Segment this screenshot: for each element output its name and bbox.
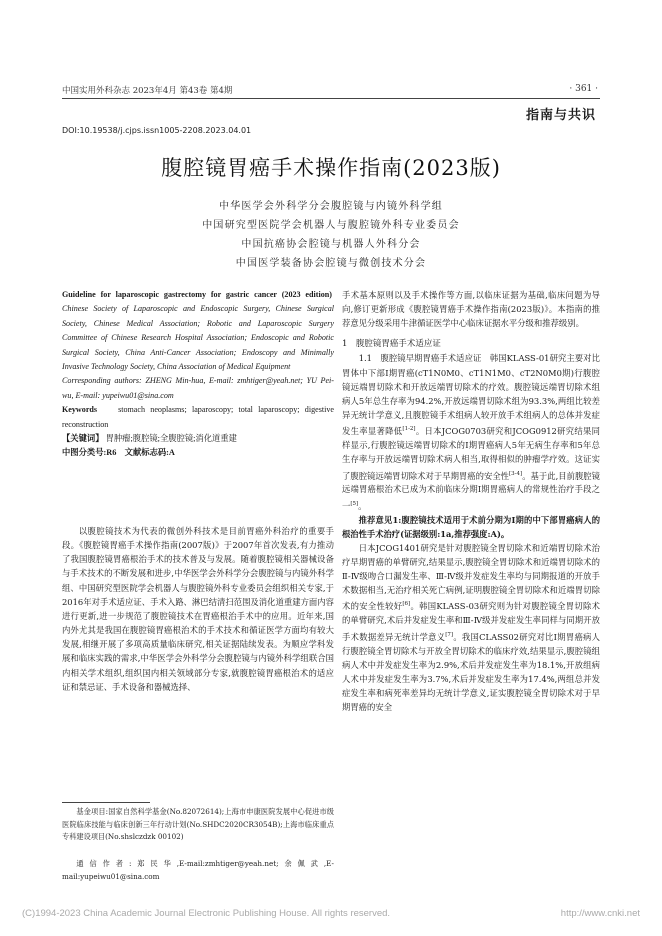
paragraph-1-1-text-d: 。 bbox=[358, 500, 367, 511]
recommendation-1: 推荐意见1:腹腔镜技术适用于术前分期为Ⅰ期的中下部胃癌病人的根治性手术治疗(证据级别:1a,推荐强度:A)。 bbox=[342, 514, 600, 539]
footnote-divider bbox=[62, 802, 150, 803]
journal-header: 中国实用外科杂志 2023年4月 第43卷 第4期 bbox=[62, 86, 233, 96]
paper-title: 腹腔镜胃癌手术操作指南(2023版) bbox=[161, 156, 501, 180]
paragraph-1-1-text-c: 。基于此,目前腹腔镜远端胃癌根治术已成为术前临床分期Ⅰ期胃癌病人的常规性治疗手段之一 bbox=[342, 470, 601, 511]
doi[interactable]: DOI:10.19538/j.cjps.issn1005-2208.2023.04.01 bbox=[62, 126, 252, 135]
english-abstract bbox=[62, 288, 334, 460]
paragraph-1-1 bbox=[342, 351, 600, 512]
column-tag: 指南与共识 bbox=[525, 108, 596, 123]
cnki-url[interactable]: http://www.cnki.net bbox=[560, 908, 640, 919]
organization: 中国医学装备协会腔镜与微创技术分会 bbox=[235, 258, 427, 269]
section-heading: 1 腹腔镜胃癌手术适应证 bbox=[342, 339, 441, 350]
classification-line: 中图分类号:R6 文献标志码:A bbox=[62, 448, 175, 458]
copyright-footer bbox=[22, 908, 640, 919]
header-divider bbox=[62, 98, 600, 99]
keywords-text: stomach neoplasms; laparoscopy; total laparoscopy; digestive reconstruction bbox=[62, 405, 334, 429]
citation[interactable]: [5] bbox=[350, 500, 359, 507]
citation[interactable]: [7] bbox=[445, 631, 454, 638]
page-number: · 361 · bbox=[569, 84, 598, 94]
keywords-cn-text: 胃肿瘤;腹腔镜;全腹腔镜;消化道重建 bbox=[105, 434, 237, 444]
paragraph-1-1-text-b: 。日本JCOG0703研究和JCOG0912研究结果同样显示,行腹腔镜远端胃切除术的Ⅰ期胃癌病人5年无病生存率和5年总生存率与开放远端胃切除术病人相当,取得相似的肿瘤学疗效。这证实了腹腔镜远端胃切除术对于早期胃癌的安全性 bbox=[342, 426, 601, 481]
english-authors: Chinese Society of Laparoscopic and Endoscopic Surgery, Chinese Surgical Society, Chinese Medical Association; Robotic and Laparoscopic Surgery Committee of Chinese Research Hospital Association; Endoscopic and Robotic Surgical Society, China Anti-Cancer Association; Endoscopy and Minimally Invasive Technology Society, China Association of Medical Equipment bbox=[62, 304, 334, 372]
intro-paragraph: 以腹腔镜技术为代表的微创外科技术是目前胃癌外科治疗的重要手段。《腹腔镜胃癌手术操作指南(2007版)》于2007年首次发表,有力推动了我国腹腔镜胃癌根治手术的技术普及与发展。随着腹腔镜相关器械设备与手术技术的不断发展和进步,中华医学会外科学分会腹腔镜与内镜外科学组、中国研究型医院学会机器人与腹腔镜外科专业委员会组织相关专家,于2016年对手术适应证、手术入路、淋巴结清扫范围及消化道重建方面内容进行更新,进一步规范了腹腔镜技术在胃癌根治手术中的应用。近年来,国内外尤其是我国在腹腔镜胃癌根治术的手术技术和循证医学方面均有较大发展,相继开展了多项高质量临床研究,相关证据陆续发表。为顺应学科发展和临床实践的需求,中华医学会外科学分会腹腔镜与内镜外科学组联合国内相关学术组织,组织国内相关领域部分专家,就腹腔镜胃癌根治术的适应证和禁忌证、手术设备和器械选择、 bbox=[62, 526, 334, 692]
paragraph-1-1-text-a: 1.1 腹腔镜早期胃癌手术适应证 韩国KLASS-01研究主要对比胃体中下部Ⅰ期胃癌(cT1N0M0、cT1N1M0、cT2N0M0期)行腹腔镜远端胃切除术和开放远端胃切除术的疗效。腹腔镜远端胃切除术组病人5年总生存率为94.2%,开放远端胃切除术组为93.3%,两组比较差异无统计学意义,且腹腔镜手术组病人较开放手术组病人的总体并发症发生率显著降低 bbox=[342, 353, 600, 437]
paragraph-2-text-a: 日本JCOG1401研究是针对腹腔镜全胃切除术和近端胃切除术治疗早期胃癌的单臂研究,结果显示,腹腔镜全胃切除术和近端胃切除术的Ⅱ-Ⅳ级吻合口漏发生率、Ⅲ-Ⅳ级并发症发生率均与同期报道的开放手术数据相当,无治疗相关死亡病例,证明腹腔镜全胃切除术和近端胃切除术的安全性较好 bbox=[342, 542, 600, 612]
keywords-cn-label: 【关键词】 bbox=[62, 434, 104, 444]
citation[interactable]: [6] bbox=[402, 601, 411, 608]
right-column bbox=[342, 288, 600, 714]
funding-footnote: 基金项目:国家自然科学基金(No.82072614);上海市申康医院发展中心促进市级医院临床技能与临床创新三年行动计划(No.SHDC2020CR3054B);上海市临床重点专科建设项目(No.shslczdzk 00102) bbox=[62, 807, 334, 842]
organization: 中国研究型医院学会机器人与腹腔镜外科专业委员会 bbox=[202, 220, 460, 231]
corresponding-authors: ZHENG Min-hua, E-mail: zmhtiger@yeah.net; YU Pei-wu, E-mail: yupeiwu01@sina.com bbox=[62, 376, 334, 400]
copyright-text: (C)1994-2023 China Academic Journal Electronic Publishing House. All rights reserved. bbox=[22, 908, 391, 919]
citation[interactable]: [3-4] bbox=[509, 470, 523, 477]
paragraph-2-text-c: 。我国CLASS02研究对比Ⅰ期胃癌病人行腹腔镜全胃切除术与开放全胃切除术的临床疗效,结果显示,腹腔镜组病人术中并发症发生率为2.9%,术后并发症发生率为18.1%,开放组病人术中并发症发生率为3.7%,术后并发症发生率为17.4%,两组总并发症发生率和病死率差异均无统计学意义,证实腹腔镜全胃切除术对于早期胃癌的安全 bbox=[342, 631, 600, 713]
citation[interactable]: [1-2] bbox=[402, 426, 416, 433]
paragraph-2 bbox=[342, 541, 600, 714]
organization: 中国抗癌协会腔镜与机器人外科分会 bbox=[241, 239, 421, 250]
english-title: Guideline for laparoscopic gastrectomy for gastric cancer (2023 edition) bbox=[62, 290, 332, 299]
corresponding-label: Corresponding authors: bbox=[62, 376, 142, 386]
paragraph-2-text-b: 。韩国KLASS-03研究则为针对腹腔镜全胃切除术的单臂研究,术后并发症发生率和Ⅲ-Ⅳ级并发症发生率同样与同期开放手术数据差异无统计学意义 bbox=[342, 601, 601, 642]
organization: 中华医学会外科学分会腹腔镜与内镜外科学组 bbox=[219, 201, 443, 212]
corresponding-footnote: 通信作者:郑民华,E-mail:zmhtiger@yeah.net;余佩武,E-mail:yupeiwu01@sina.com bbox=[62, 859, 334, 881]
keywords-cn bbox=[62, 432, 334, 446]
intro-continued: 手术基本原则以及手术操作等方面,以临床证据为基础,临床问题为导向,修订更新形成《腹腔镜胃癌手术操作指南(2023版)》。本指南的推荐意见分级采用牛津循证医学中心临床证据水平分级和推荐级别。 bbox=[342, 290, 600, 329]
keywords-label: Keywords bbox=[62, 405, 98, 415]
